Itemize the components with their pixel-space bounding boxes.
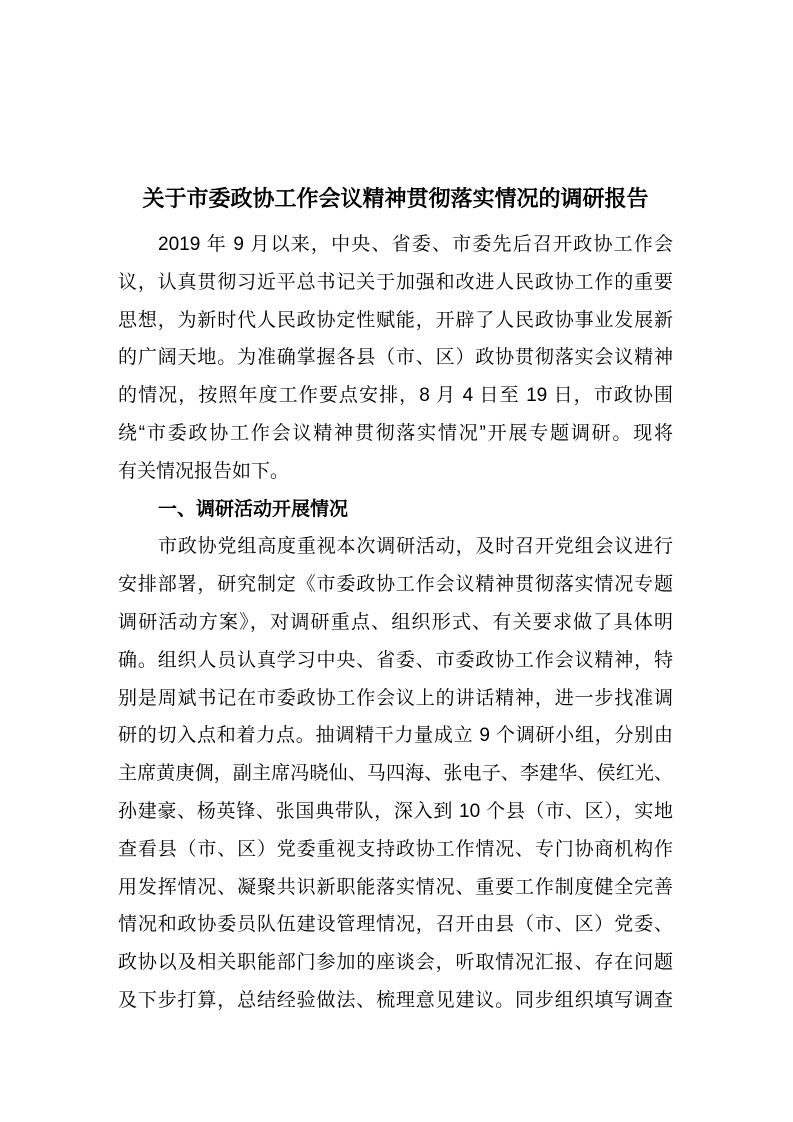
paragraph-line: 别是周斌书记在市委政协工作会议上的讲话精神，进一步找准调	[118, 687, 673, 709]
paragraph-line: 查看县（市、区）党委重视支持政协工作情况、专门协商机构作	[118, 838, 673, 860]
paragraph-line: 主席黄庚倜，副主席冯晓仙、马四海、张电子、李建华、侯红光、	[118, 763, 673, 785]
paragraph-line: 有关情况报告如下。	[118, 460, 290, 482]
paragraph-line: 绕“市委政协工作会议精神贯彻落实情况”开展专题调研。现将	[118, 422, 673, 444]
paragraph-line: 思想，为新时代人民政协定性赋能，开辟了人民政协事业发展新	[118, 309, 673, 331]
document-content	[118, 0, 673, 1020]
heading-line: 一、调研活动开展情况	[158, 498, 349, 520]
paragraph	[118, 226, 673, 491]
document-body	[118, 226, 673, 1020]
paragraph-line: 的广阔天地。为准确掌握各县（市、区）政协贯彻落实会议精神	[118, 347, 673, 369]
paragraph-line: 调研活动方案》，对调研重点、组织形式、有关要求做了具体明	[118, 611, 673, 633]
paragraph-line: 孙建豪、杨英锋、张国典带队，深入到 10 个县（市、区），实地	[118, 800, 673, 822]
paragraph-line: 2019 年 9 月以来，中央、省委、市委先后召开政协工作会	[158, 234, 673, 255]
paragraph	[118, 528, 673, 1019]
paragraph-line: 情况和政协委员队伍建设管理情况，召开由县（市、区）党委、	[118, 914, 673, 936]
paragraph-line: 及下步打算，总结经验做法、梳理意见建议。同步组织填写调查	[118, 989, 673, 1011]
paragraph-line: 的情况，按照年度工作要点安排，8 月 4 日至 19 日，市政协围	[118, 385, 673, 407]
paragraph-line: 确。组织人员认真学习中央、省委、市委政协工作会议精神，特	[118, 649, 673, 671]
paragraph-line: 研的切入点和着力点。抽调精干力量成立 9 个调研小组，分别由	[118, 725, 673, 747]
paragraph-line: 市政协党组高度重视本次调研活动，及时召开党组会议进行	[158, 536, 673, 558]
document-title: 关于市委政协工作会议精神贯彻落实情况的调研报告	[142, 186, 649, 211]
paragraph-line: 议，认真贯彻习近平总书记关于加强和改进人民政协工作的重要	[118, 271, 673, 293]
paragraph-line: 政协以及相关职能部门参加的座谈会，听取情况汇报、存在问题	[118, 952, 673, 974]
paragraph-line: 安排部署，研究制定《市委政协工作会议精神贯彻落实情况专题	[118, 574, 673, 596]
section-heading	[118, 491, 673, 529]
paragraph-line: 用发挥情况、凝聚共识新职能落实情况、重要工作制度健全完善	[118, 876, 673, 898]
